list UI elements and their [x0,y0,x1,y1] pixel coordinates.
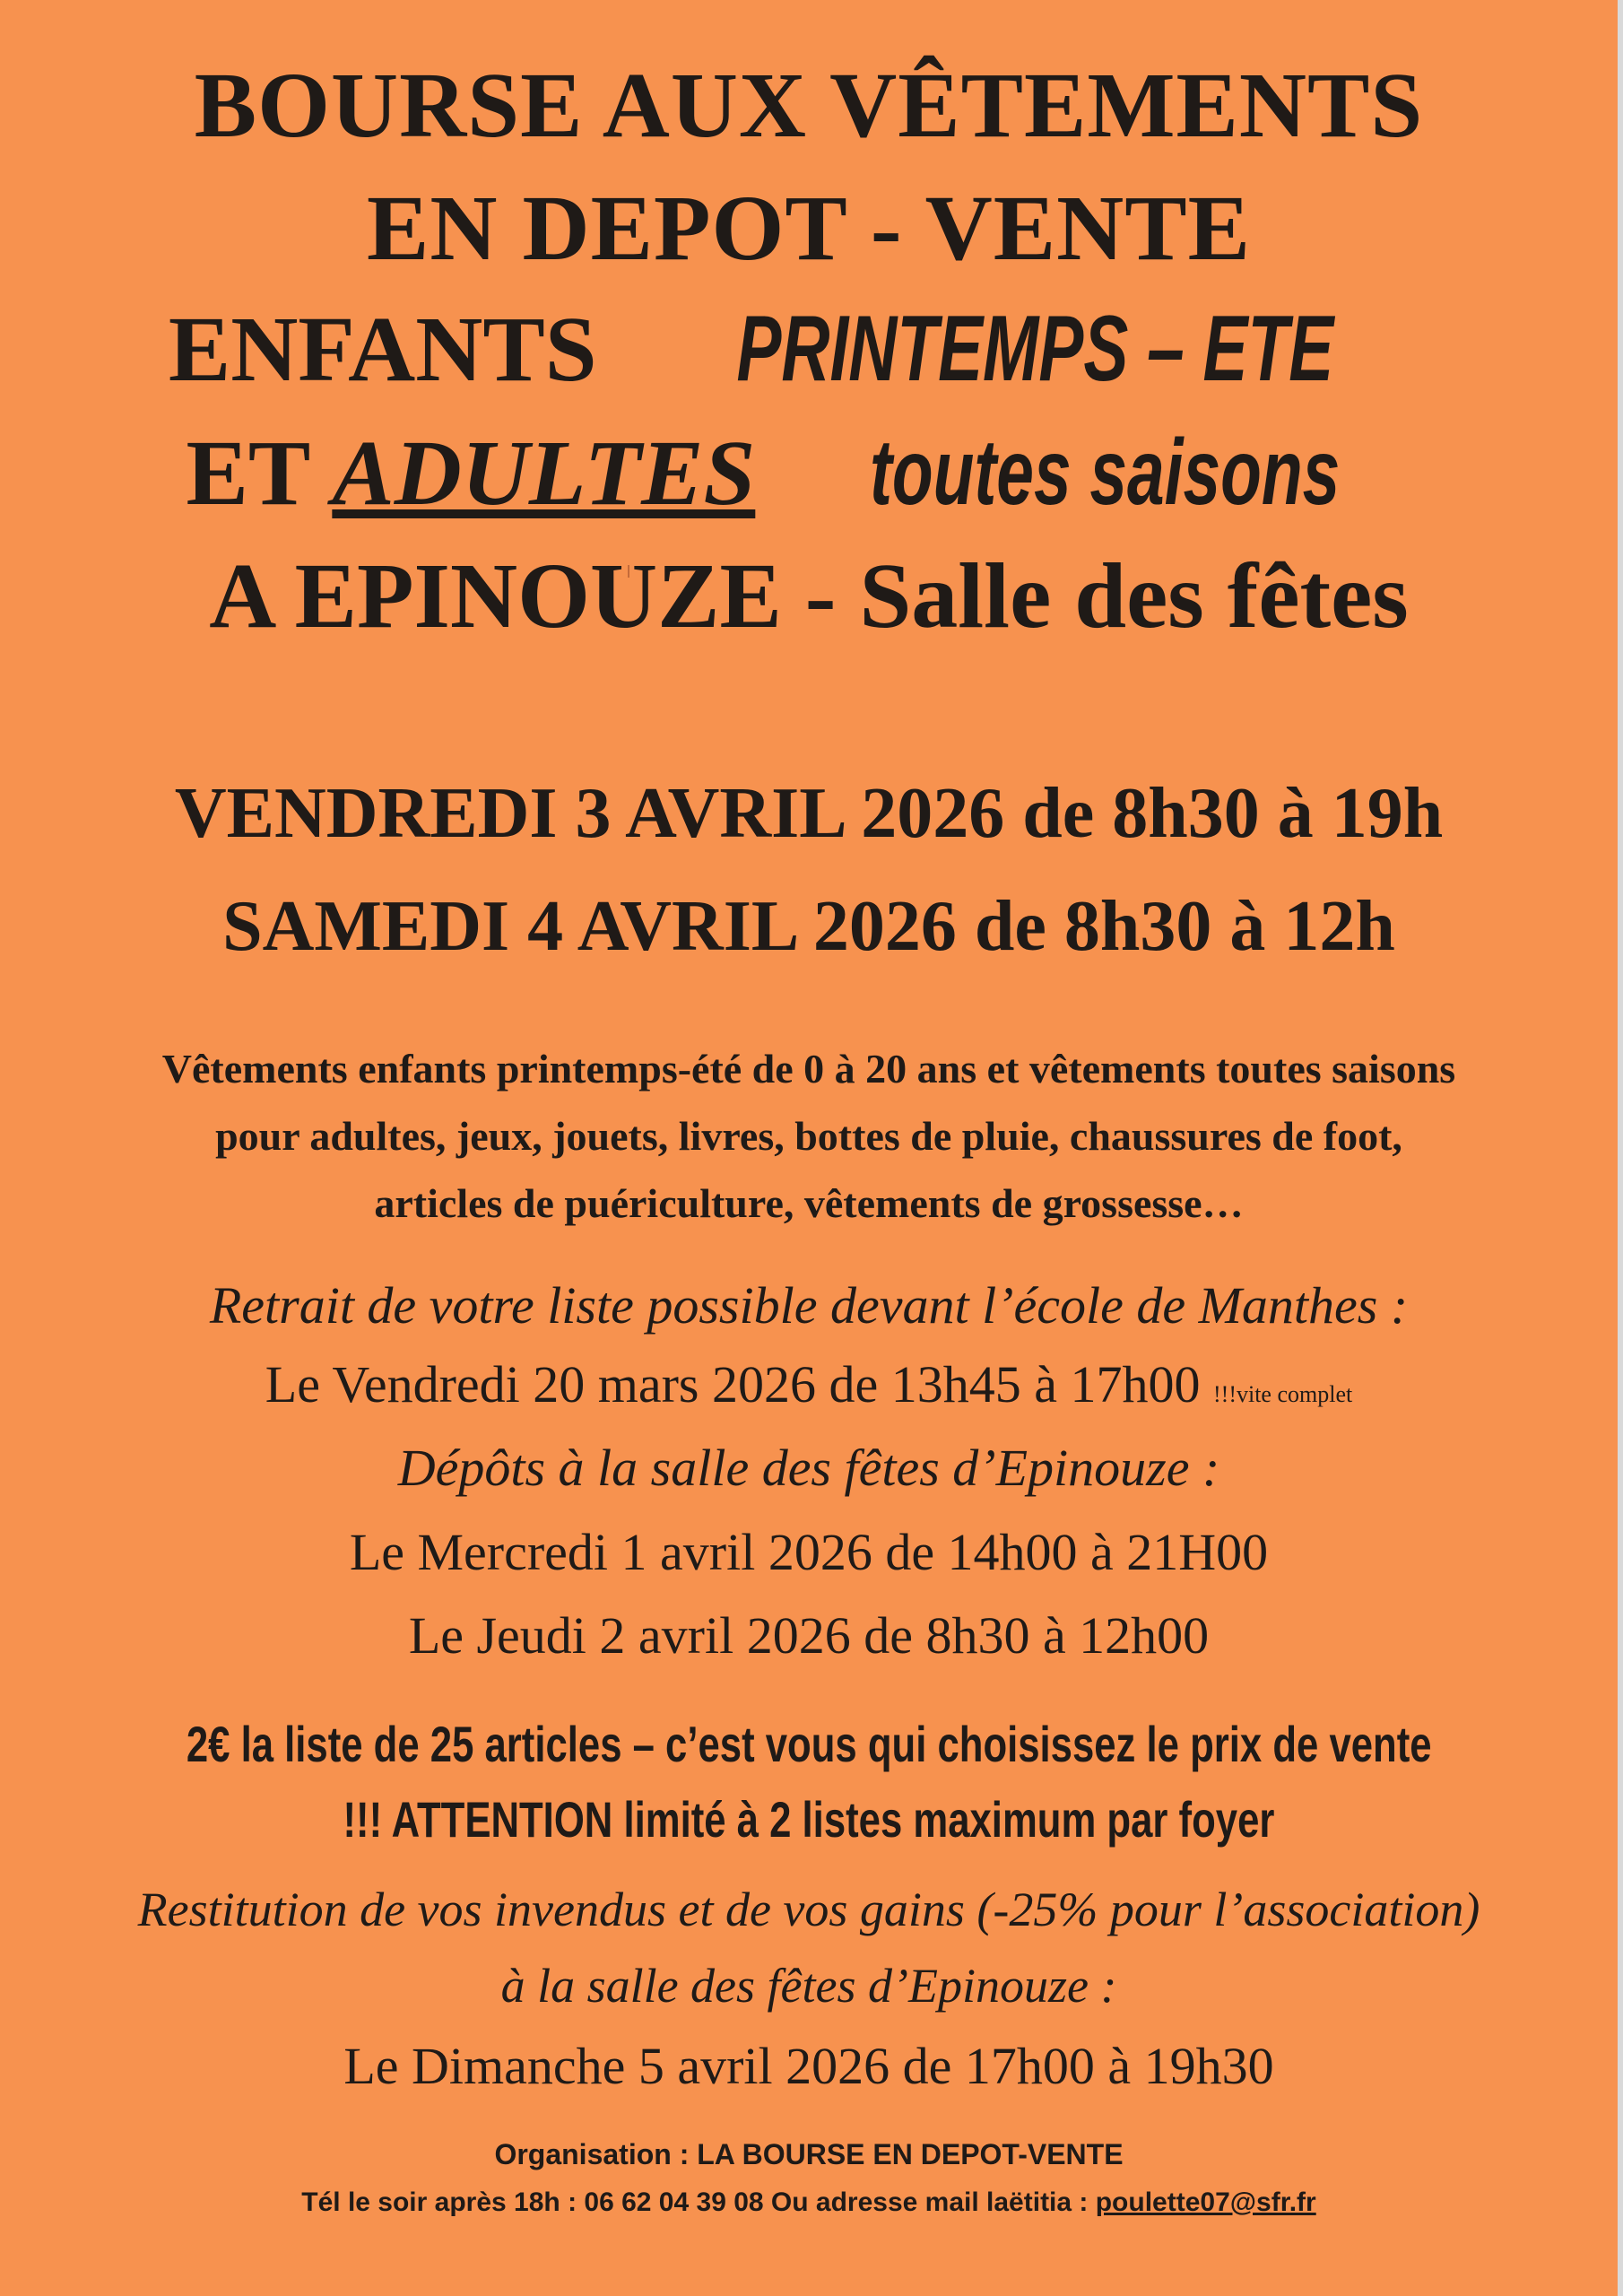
conditions-price: 2€ la liste de 25 articles – c’est vous qui choisissez le prix de vente [186,1716,1432,1772]
restitution-line-2: à la salle des fêtes d’Epinouze : [500,1959,1117,2013]
products-line-2: pour adultes, jeux, jouets, livres, bottes de pluie, chaussures de foot, [215,1113,1402,1159]
sale-date-saturday: SAMEDI 4 AVRIL 2026 de 8h30 à 12h [222,887,1395,966]
headline-et: ET [186,422,333,525]
restitution-line-1: Restitution de vos invendus et de vos gains (-25% pour l’association) [137,1883,1480,1936]
headline-toutes-saisons: toutes saisons [870,421,1341,525]
conditions-line-2 [0,1790,1618,1849]
headline-adultes: ADULTES [332,422,756,525]
products-line-1: Vêtements enfants printemps-été de 0 à 20 ans et vêtements toutes saisons [161,1046,1456,1091]
contact-line [0,2187,1618,2218]
retrait-note: !!!vite complet [1213,1381,1353,1407]
headline-printemps-ete: PRINTEMPS – ETE [735,297,1333,401]
retrait-date [0,1354,1618,1414]
headline-location: A EPINOUZE - Salle des fêtes [209,544,1409,648]
conditions-line-1 [0,1715,1618,1774]
retrait-date-text: Le Vendredi 20 mars 2026 de 13h45 à 17h00 [265,1355,1213,1413]
depots-date-1: Le Mercredi 1 avril 2026 de 14h00 à 21H00 [349,1523,1269,1581]
organisation-line: Organisation : LA BOURSE EN DEPOT-VENTE [494,2138,1124,2170]
contact-text: Tél le soir après 18h : 06 62 04 39 08 Ou adresse mail laëtitia : [301,2187,1096,2217]
contact-email-link[interactable]: poulette07@sfr.fr [1095,2187,1316,2217]
products-line-3: articles de puériculture, vêtements de grossesse… [374,1180,1244,1226]
conditions-limit: !!! ATTENTION limité à 2 listes maximum par foyer [343,1791,1275,1848]
depots-date-2: Le Jeudi 2 avril 2026 de 8h30 à 12h00 [408,1606,1210,1665]
depots-title: Dépôts à la salle des fêtes d’Epinouze : [397,1439,1220,1497]
headline-enfants: ENFANTS [168,298,621,401]
headline-line-2: EN DEPOT - VENTE [367,177,1251,280]
retrait-title: Retrait de votre liste possible devant l’école de Manthes : [209,1276,1409,1335]
headline-line-3 [0,296,1618,403]
headline-line-1: BOURSE AUX VÊTEMENTS [194,54,1424,157]
headline-line-4 [0,420,1618,526]
sale-date-friday: VENDREDI 3 AVRIL 2026 de 8h30 à 19h [174,774,1444,853]
restitution-date: Le Dimanche 5 avril 2026 de 17h00 à 19h30 [343,2037,1274,2095]
